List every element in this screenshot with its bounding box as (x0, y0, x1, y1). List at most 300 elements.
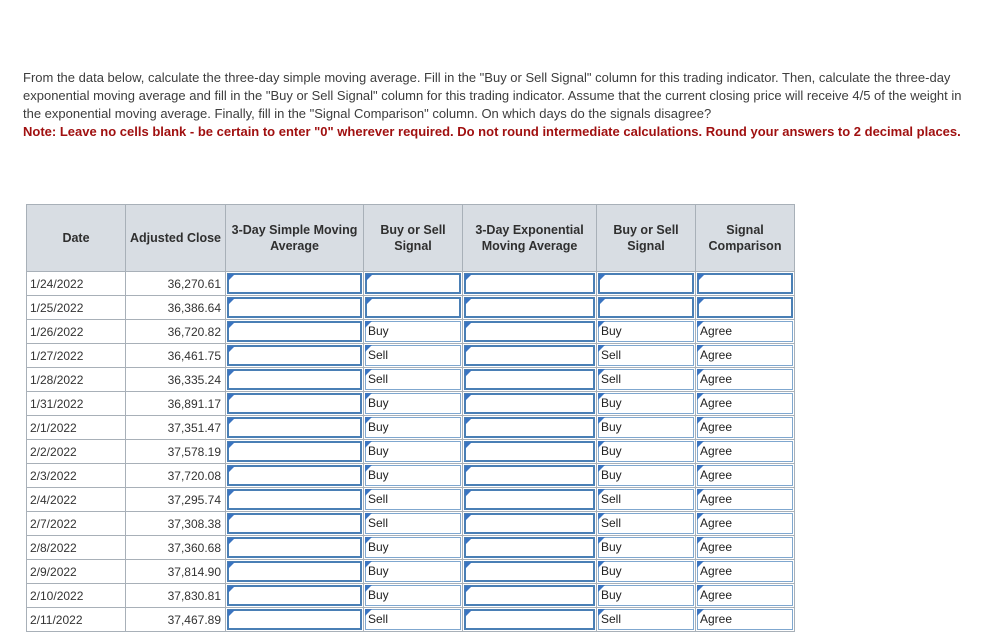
answer-marker-icon (365, 465, 372, 472)
answer-marker-icon (228, 586, 235, 593)
ema-cell (463, 416, 597, 440)
ema-cell (463, 440, 597, 464)
answer-marker-icon (365, 441, 372, 448)
answer-marker-icon (365, 585, 372, 592)
date-cell: 1/24/2022 (27, 272, 126, 296)
sma-signal-cell (364, 608, 463, 632)
sma-input[interactable] (227, 369, 362, 390)
ema-cell (463, 368, 597, 392)
comparison-input-value: Agree (700, 564, 733, 578)
sma-cell (226, 608, 364, 632)
sma-cell (226, 344, 364, 368)
ema-signal-input[interactable] (598, 513, 694, 534)
ema-input[interactable] (464, 585, 595, 606)
comparison-cell (696, 584, 795, 608)
answer-marker-icon (365, 321, 372, 328)
answer-marker-icon (365, 561, 372, 568)
sma-input[interactable] (227, 417, 362, 438)
ema-input[interactable] (464, 393, 595, 414)
answer-marker-icon (697, 513, 704, 520)
answer-marker-icon (697, 489, 704, 496)
answer-marker-icon (365, 489, 372, 496)
comparison-cell (696, 344, 795, 368)
adjusted-close-cell: 37,578.19 (126, 440, 226, 464)
comparison-cell (696, 320, 795, 344)
answer-marker-icon (697, 561, 704, 568)
sma-signal-cell (364, 512, 463, 536)
sma-signal-input-value: Buy (368, 444, 389, 458)
answer-marker-icon (465, 514, 472, 521)
ema-signal-input[interactable] (598, 345, 694, 366)
header-adjusted-close: Adjusted Close (126, 205, 226, 272)
sma-signal-input[interactable] (365, 609, 461, 630)
sma-signal-input-value: Sell (368, 348, 389, 362)
answer-marker-icon (598, 537, 605, 544)
sma-cell (226, 272, 364, 296)
sma-signal-input[interactable] (365, 369, 461, 390)
answer-marker-icon (697, 465, 704, 472)
ema-signal-input[interactable] (598, 369, 694, 390)
date-cell: 1/25/2022 (27, 296, 126, 320)
ema-signal-input-value: Sell (601, 348, 622, 362)
sma-input[interactable] (227, 297, 362, 318)
ema-input[interactable] (464, 345, 595, 366)
table-row (27, 416, 795, 440)
sma-cell (226, 440, 364, 464)
sma-signal-input-value: Buy (368, 588, 389, 602)
adjusted-close-cell: 37,467.89 (126, 608, 226, 632)
ema-signal-input-value: Buy (601, 420, 622, 434)
ema-input[interactable] (464, 321, 595, 342)
sma-signal-cell (364, 272, 463, 296)
adjusted-close-cell: 37,360.68 (126, 536, 226, 560)
comparison-input[interactable] (697, 489, 793, 510)
answer-marker-icon (598, 345, 605, 352)
answer-marker-icon (598, 369, 605, 376)
comparison-cell (696, 272, 795, 296)
sma-cell (226, 536, 364, 560)
ema-cell (463, 584, 597, 608)
ema-signal-input-value: Sell (601, 372, 622, 386)
ema-signal-input[interactable] (598, 321, 694, 342)
sma-signal-input[interactable] (365, 441, 461, 462)
answer-marker-icon (598, 393, 605, 400)
ema-input[interactable] (464, 417, 595, 438)
ema-signal-input-value: Buy (601, 444, 622, 458)
answer-marker-icon (228, 298, 235, 305)
table-row (27, 464, 795, 488)
answer-marker-icon (465, 466, 472, 473)
sma-input[interactable] (227, 273, 362, 294)
comparison-cell (696, 392, 795, 416)
ema-signal-input-value: Buy (601, 396, 622, 410)
answer-marker-icon (598, 441, 605, 448)
answer-marker-icon (598, 609, 605, 616)
answer-marker-icon (465, 562, 472, 569)
header-date: Date (27, 205, 126, 272)
sma-signal-cell (364, 536, 463, 560)
ema-signal-input-value: Sell (601, 492, 622, 506)
sma-signal-input-value: Buy (368, 540, 389, 554)
answer-marker-icon (697, 537, 704, 544)
answer-marker-icon (698, 274, 705, 281)
ema-signal-cell (597, 392, 696, 416)
ema-signal-cell (597, 560, 696, 584)
adjusted-close-cell: 37,720.08 (126, 464, 226, 488)
ema-signal-input[interactable] (598, 537, 694, 558)
comparison-input[interactable] (697, 393, 793, 414)
ema-cell (463, 488, 597, 512)
ema-input[interactable] (464, 441, 595, 462)
comparison-input-value: Agree (700, 324, 733, 338)
answer-marker-icon (228, 610, 235, 617)
ema-input[interactable] (464, 465, 595, 486)
sma-signal-input[interactable] (365, 345, 461, 366)
answer-marker-icon (598, 513, 605, 520)
sma-signal-input[interactable] (365, 393, 461, 414)
answer-marker-icon (365, 393, 372, 400)
comparison-cell (696, 296, 795, 320)
ema-cell (463, 272, 597, 296)
ema-signal-cell (597, 320, 696, 344)
comparison-input[interactable] (697, 609, 793, 630)
sma-signal-input[interactable] (365, 513, 461, 534)
ema-signal-input[interactable] (598, 489, 694, 510)
table-header-row (27, 205, 795, 272)
ema-signal-input[interactable] (598, 561, 694, 582)
answer-marker-icon (366, 298, 373, 305)
answer-marker-icon (598, 561, 605, 568)
ema-signal-cell (597, 488, 696, 512)
ema-signal-input[interactable] (598, 273, 694, 294)
ema-input[interactable] (464, 273, 595, 294)
ema-cell (463, 536, 597, 560)
date-cell: 2/2/2022 (27, 440, 126, 464)
date-cell: 1/31/2022 (27, 392, 126, 416)
ema-signal-cell (597, 272, 696, 296)
table-row (27, 392, 795, 416)
sma-signal-input-value: Sell (368, 372, 389, 386)
sma-signal-input[interactable] (365, 297, 461, 318)
ema-signal-cell (597, 416, 696, 440)
sma-signal-input[interactable] (365, 321, 461, 342)
table-row (27, 584, 795, 608)
sma-input[interactable] (227, 393, 362, 414)
instructions-note: Note: Leave no cells blank - be certain to enter "0" wherever required. Do not round intermediate calculations. Round your answers to 2 decimal places. (23, 124, 961, 139)
adjusted-close-cell: 37,308.38 (126, 512, 226, 536)
ema-signal-input[interactable] (598, 465, 694, 486)
sma-signal-input[interactable] (365, 537, 461, 558)
comparison-input-value: Agree (700, 468, 733, 482)
sma-input[interactable] (227, 537, 362, 558)
header-sma-signal: Buy or Sell Signal (364, 205, 463, 272)
adjusted-close-cell: 36,386.64 (126, 296, 226, 320)
ema-signal-input-value: Buy (601, 540, 622, 554)
answer-marker-icon (697, 345, 704, 352)
ema-signal-cell (597, 368, 696, 392)
sma-signal-input[interactable] (365, 273, 461, 294)
sma-signal-input-value: Buy (368, 564, 389, 578)
ema-cell (463, 392, 597, 416)
sma-cell (226, 488, 364, 512)
answer-marker-icon (365, 345, 372, 352)
comparison-cell (696, 608, 795, 632)
ema-signal-input[interactable] (598, 297, 694, 318)
sma-cell (226, 416, 364, 440)
answer-marker-icon (465, 610, 472, 617)
table-row (27, 320, 795, 344)
date-cell: 2/7/2022 (27, 512, 126, 536)
sma-signal-input[interactable] (365, 585, 461, 606)
sma-input[interactable] (227, 561, 362, 582)
sma-signal-input-value: Sell (368, 612, 389, 626)
comparison-input[interactable] (697, 465, 793, 486)
ema-signal-input-value: Buy (601, 468, 622, 482)
comparison-input-value: Agree (700, 588, 733, 602)
answer-marker-icon (698, 298, 705, 305)
comparison-input-value: Agree (700, 348, 733, 362)
ema-input[interactable] (464, 537, 595, 558)
date-cell: 1/27/2022 (27, 344, 126, 368)
date-cell: 2/9/2022 (27, 560, 126, 584)
comparison-input[interactable] (697, 297, 793, 318)
ema-signal-input-value: Buy (601, 588, 622, 602)
sma-signal-cell (364, 584, 463, 608)
answer-marker-icon (366, 274, 373, 281)
sma-signal-cell (364, 392, 463, 416)
date-cell: 2/1/2022 (27, 416, 126, 440)
comparison-input[interactable] (697, 537, 793, 558)
ema-cell (463, 464, 597, 488)
sma-signal-input-value: Buy (368, 396, 389, 410)
comparison-input[interactable] (697, 441, 793, 462)
moving-average-table (26, 204, 795, 632)
ema-cell (463, 608, 597, 632)
answer-marker-icon (697, 609, 704, 616)
ema-signal-cell (597, 512, 696, 536)
ema-signal-input-value: Buy (601, 324, 622, 338)
sma-signal-input[interactable] (365, 465, 461, 486)
answer-marker-icon (465, 274, 472, 281)
sma-cell (226, 296, 364, 320)
table-row (27, 440, 795, 464)
answer-marker-icon (465, 394, 472, 401)
sma-signal-input-value: Buy (368, 324, 389, 338)
ema-cell (463, 512, 597, 536)
date-cell: 2/4/2022 (27, 488, 126, 512)
comparison-input[interactable] (697, 321, 793, 342)
answer-marker-icon (697, 321, 704, 328)
answer-marker-icon (598, 489, 605, 496)
ema-cell (463, 320, 597, 344)
comparison-input-value: Agree (700, 540, 733, 554)
comparison-cell (696, 440, 795, 464)
ema-signal-input[interactable] (598, 609, 694, 630)
sma-signal-input-value: Buy (368, 468, 389, 482)
answer-marker-icon (465, 322, 472, 329)
table-row (27, 536, 795, 560)
comparison-input-value: Agree (700, 396, 733, 410)
answer-marker-icon (598, 465, 605, 472)
sma-signal-cell (364, 296, 463, 320)
sma-signal-input[interactable] (365, 561, 461, 582)
ema-signal-input[interactable] (598, 585, 694, 606)
sma-input[interactable] (227, 345, 362, 366)
sma-cell (226, 392, 364, 416)
answer-marker-icon (228, 562, 235, 569)
answer-marker-icon (465, 586, 472, 593)
ema-input[interactable] (464, 561, 595, 582)
ema-signal-input-value: Sell (601, 612, 622, 626)
comparison-cell (696, 488, 795, 512)
comparison-input-value: Agree (700, 612, 733, 626)
comparison-input[interactable] (697, 369, 793, 390)
date-cell: 2/3/2022 (27, 464, 126, 488)
table-row (27, 488, 795, 512)
answer-marker-icon (228, 442, 235, 449)
sma-signal-cell (364, 488, 463, 512)
ema-signal-cell (597, 584, 696, 608)
answer-marker-icon (228, 514, 235, 521)
header-ema: 3-Day Exponential Moving Average (463, 205, 597, 272)
sma-signal-cell (364, 464, 463, 488)
ema-input[interactable] (464, 489, 595, 510)
table-row (27, 608, 795, 632)
adjusted-close-cell: 36,891.17 (126, 392, 226, 416)
ema-signal-cell (597, 608, 696, 632)
ema-signal-cell (597, 536, 696, 560)
sma-signal-cell (364, 560, 463, 584)
sma-input[interactable] (227, 441, 362, 462)
answer-marker-icon (365, 369, 372, 376)
answer-marker-icon (465, 442, 472, 449)
ema-cell (463, 296, 597, 320)
comparison-input[interactable] (697, 561, 793, 582)
answer-marker-icon (228, 274, 235, 281)
ema-signal-cell (597, 344, 696, 368)
ema-input[interactable] (464, 297, 595, 318)
comparison-input-value: Agree (700, 492, 733, 506)
answer-marker-icon (599, 274, 606, 281)
answer-marker-icon (228, 490, 235, 497)
adjusted-close-cell: 36,270.61 (126, 272, 226, 296)
ema-input[interactable] (464, 369, 595, 390)
ema-signal-input[interactable] (598, 393, 694, 414)
ema-input[interactable] (464, 513, 595, 534)
sma-cell (226, 320, 364, 344)
answer-marker-icon (465, 538, 472, 545)
instructions-block (23, 69, 968, 141)
answer-marker-icon (365, 537, 372, 544)
answer-marker-icon (365, 513, 372, 520)
answer-marker-icon (228, 418, 235, 425)
answer-marker-icon (598, 417, 605, 424)
date-cell: 2/11/2022 (27, 608, 126, 632)
comparison-cell (696, 512, 795, 536)
answer-marker-icon (465, 346, 472, 353)
table-row (27, 272, 795, 296)
instructions-text: From the data below, calculate the three-day simple moving average. Fill in the "Buy or Sell Signal" column for this trading indicator. Then, calculate the three-day exponential moving average and fill in the "Buy or Sell Signal" column for this trading indicator. Assume that the current closing price will receive 4/5 of the weight in the exponential moving average. Finally, fill in the "Signal Comparison" column. On which days do the signals disagree? (23, 70, 962, 121)
comparison-input[interactable] (697, 417, 793, 438)
comparison-input[interactable] (697, 585, 793, 606)
adjusted-close-cell: 36,335.24 (126, 368, 226, 392)
answer-marker-icon (228, 370, 235, 377)
answer-marker-icon (697, 417, 704, 424)
comparison-cell (696, 464, 795, 488)
answer-marker-icon (228, 322, 235, 329)
answer-marker-icon (465, 490, 472, 497)
sma-input[interactable] (227, 489, 362, 510)
sma-input[interactable] (227, 321, 362, 342)
table-row (27, 368, 795, 392)
comparison-input-value: Agree (700, 444, 733, 458)
comparison-cell (696, 368, 795, 392)
comparison-input-value: Agree (700, 420, 733, 434)
header-sma: 3-Day Simple Moving Average (226, 205, 364, 272)
sma-signal-input[interactable] (365, 417, 461, 438)
header-signal-comparison: Signal Comparison (696, 205, 795, 272)
answer-marker-icon (228, 538, 235, 545)
sma-cell (226, 368, 364, 392)
sma-input[interactable] (227, 465, 362, 486)
comparison-input[interactable] (697, 273, 793, 294)
date-cell: 2/8/2022 (27, 536, 126, 560)
sma-cell (226, 512, 364, 536)
date-cell: 1/26/2022 (27, 320, 126, 344)
ema-signal-input[interactable] (598, 417, 694, 438)
sma-input[interactable] (227, 609, 362, 630)
comparison-input-value: Agree (700, 372, 733, 386)
table-row (27, 512, 795, 536)
date-cell: 1/28/2022 (27, 368, 126, 392)
sma-cell (226, 584, 364, 608)
answer-marker-icon (697, 369, 704, 376)
answer-marker-icon (697, 585, 704, 592)
sma-signal-input[interactable] (365, 489, 461, 510)
sma-signal-input-value: Sell (368, 516, 389, 530)
answer-marker-icon (697, 441, 704, 448)
answer-marker-icon (598, 321, 605, 328)
sma-signal-input-value: Sell (368, 492, 389, 506)
adjusted-close-cell: 37,830.81 (126, 584, 226, 608)
sma-input[interactable] (227, 585, 362, 606)
answer-marker-icon (598, 585, 605, 592)
ema-signal-input-value: Sell (601, 516, 622, 530)
date-cell: 2/10/2022 (27, 584, 126, 608)
sma-cell (226, 560, 364, 584)
ema-signal-input-value: Buy (601, 564, 622, 578)
adjusted-close-cell: 36,461.75 (126, 344, 226, 368)
adjusted-close-cell: 36,720.82 (126, 320, 226, 344)
comparison-input-value: Agree (700, 516, 733, 530)
ema-signal-input[interactable] (598, 441, 694, 462)
answer-marker-icon (228, 466, 235, 473)
header-ema-signal: Buy or Sell Signal (597, 205, 696, 272)
ema-signal-cell (597, 464, 696, 488)
ema-input[interactable] (464, 609, 595, 630)
answer-marker-icon (365, 609, 372, 616)
sma-input[interactable] (227, 513, 362, 534)
answer-marker-icon (228, 394, 235, 401)
table-row (27, 296, 795, 320)
answer-marker-icon (465, 418, 472, 425)
sma-signal-input-value: Buy (368, 420, 389, 434)
comparison-input[interactable] (697, 513, 793, 534)
sma-signal-cell (364, 440, 463, 464)
table-row (27, 344, 795, 368)
comparison-cell (696, 416, 795, 440)
comparison-input[interactable] (697, 345, 793, 366)
